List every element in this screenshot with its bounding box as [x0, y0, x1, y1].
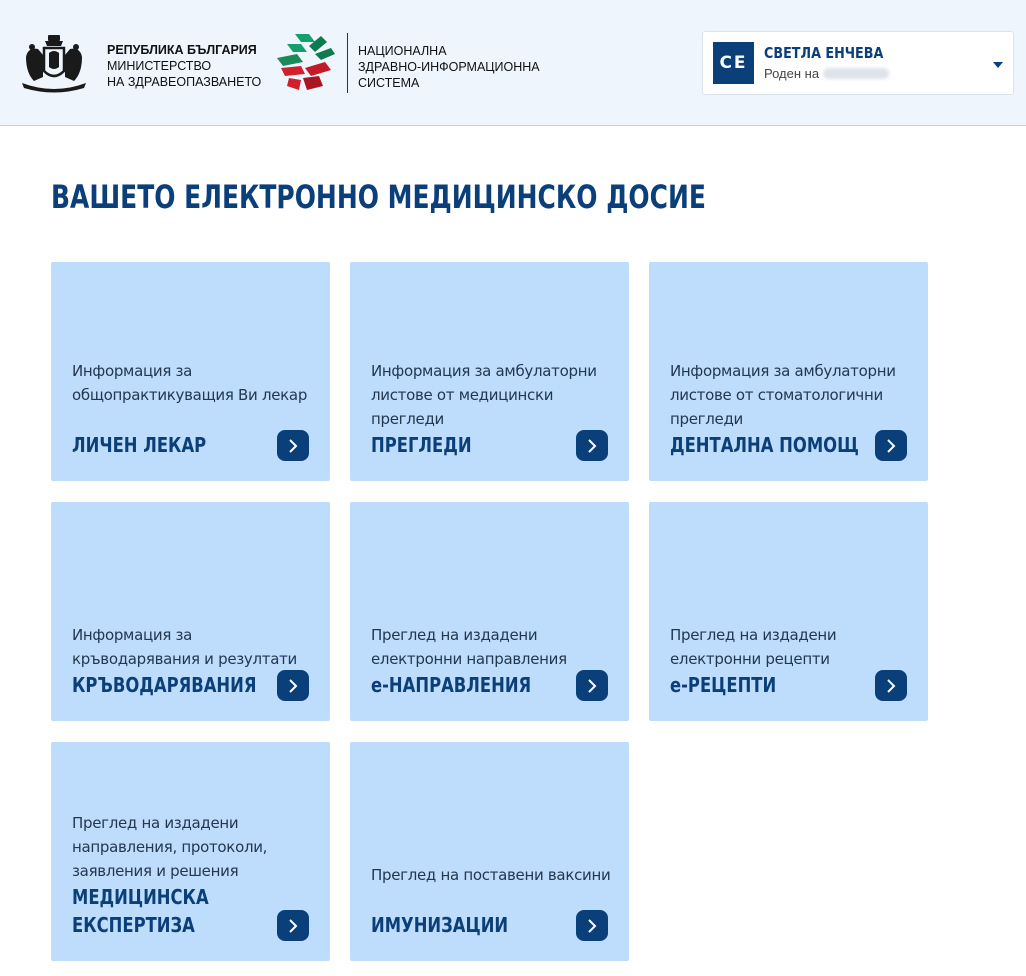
ministry-title: [107, 42, 261, 90]
card-immunizations[interactable]: [350, 742, 629, 961]
system-line3: СИСТЕМА: [358, 76, 420, 90]
page-title: ВАШЕТО ЕЛЕКТРОННО МЕДИЦИНСКО ДОСИЕ: [51, 178, 706, 216]
chevron-right-icon[interactable]: [875, 670, 907, 701]
card-e-referrals[interactable]: [350, 502, 629, 721]
coat-of-arms-icon: [18, 33, 90, 95]
chevron-right-icon[interactable]: [277, 430, 309, 461]
card-title: ПРЕГЛЕДИ: [371, 433, 472, 457]
card-personal-doctor[interactable]: [51, 262, 330, 481]
redacted-date: [823, 68, 889, 79]
chevron-right-icon[interactable]: [576, 430, 608, 461]
card-title: КРЪВОДАРЯВАНИЯ: [72, 673, 257, 697]
avatar: СЕ: [713, 42, 754, 84]
card-description: Информация за амбулаторни листове от медицински прегледи: [371, 362, 597, 428]
card-title: ИМУНИЗАЦИИ: [371, 913, 509, 937]
caret-down-icon[interactable]: [993, 62, 1003, 68]
user-name: СВЕТЛА ЕНЧЕВА: [764, 44, 884, 62]
card-description: Преглед на поставени ваксини: [371, 866, 611, 884]
site-header: [0, 0, 1026, 126]
card-blood-donations[interactable]: [51, 502, 330, 721]
chevron-right-icon[interactable]: [277, 910, 309, 941]
chevron-right-icon[interactable]: [576, 910, 608, 941]
ministry-line1: РЕПУБЛИКА БЪЛГАРИЯ: [107, 43, 257, 57]
chevron-right-icon[interactable]: [277, 670, 309, 701]
card-description: Преглед на издадени електронни рецепти: [670, 626, 837, 668]
card-description: Информация за амбулаторни листове от стоматологични прегледи: [670, 362, 896, 428]
card-description: Преглед на издадени направления, протоколи, заявления и решения: [72, 814, 268, 880]
card-e-prescriptions[interactable]: [649, 502, 928, 721]
user-menu[interactable]: [702, 31, 1014, 95]
card-title: е-НАПРАВЛЕНИЯ: [371, 673, 532, 697]
card-description: Информация за кръводарявания и резултати: [72, 626, 298, 668]
card-examinations[interactable]: [350, 262, 629, 481]
card-title: ЛИЧЕН ЛЕКАР: [72, 433, 207, 457]
card-description: Преглед на издадени електронни направления: [371, 626, 567, 668]
card-medical-expertise[interactable]: [51, 742, 330, 961]
card-title: МЕДИЦИНСКА ЕКСПЕРТИЗА: [72, 885, 209, 937]
system-line1: НАЦИОНАЛНА: [358, 44, 447, 58]
card-title: ДЕНТАЛНА ПОМОЩ: [670, 433, 859, 457]
chevron-right-icon[interactable]: [875, 430, 907, 461]
card-dental-care[interactable]: [649, 262, 928, 481]
system-line2: ЗДРАВНО-ИНФОРМАЦИОННА: [358, 60, 540, 74]
ministry-line3: НА ЗДРАВЕОПАЗВАНЕТО: [107, 75, 262, 89]
chevron-right-icon[interactable]: [576, 670, 608, 701]
card-title: е-РЕЦЕПТИ: [670, 673, 777, 697]
nzis-logo-icon: [275, 32, 341, 94]
ministry-line2: МИНИСТЕРСТВО: [107, 59, 212, 73]
card-description: Информация за общопрактикуващия Ви лекар: [72, 362, 308, 404]
born-label: Роден на: [764, 66, 820, 81]
logo-divider: [347, 33, 348, 93]
system-title: [358, 43, 540, 91]
user-birth-date: [764, 66, 889, 81]
